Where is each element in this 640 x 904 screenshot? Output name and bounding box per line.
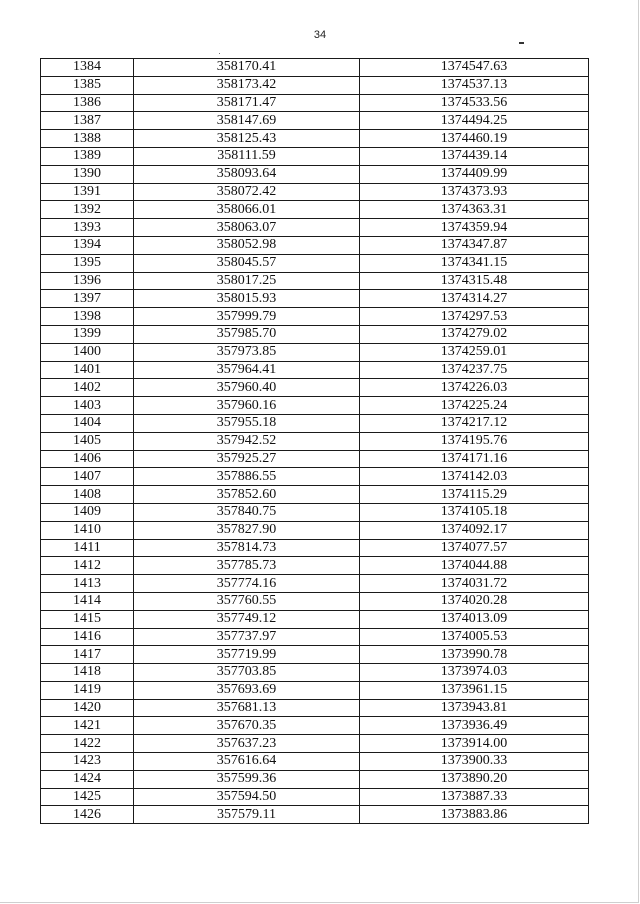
y-coordinate-cell: 1374077.57 (360, 539, 589, 557)
table-row (41, 183, 589, 201)
point-number-cell: 1419 (41, 681, 134, 699)
table-row (41, 201, 589, 219)
y-coordinate-cell: 1374031.72 (360, 575, 589, 593)
point-number-cell: 1403 (41, 397, 134, 415)
table-row (41, 557, 589, 575)
y-coordinate-cell: 1374171.16 (360, 450, 589, 468)
table-row (41, 788, 589, 806)
point-number-cell: 1399 (41, 325, 134, 343)
point-number-cell: 1397 (41, 290, 134, 308)
scan-mark (519, 42, 524, 44)
x-coordinate-cell: 357814.73 (134, 539, 360, 557)
y-coordinate-cell: 1374373.93 (360, 183, 589, 201)
x-coordinate-cell: 357827.90 (134, 521, 360, 539)
table-row (41, 486, 589, 504)
point-number-cell: 1387 (41, 112, 134, 130)
x-coordinate-cell: 357693.69 (134, 681, 360, 699)
point-number-cell: 1420 (41, 699, 134, 717)
y-coordinate-cell: 1374005.53 (360, 628, 589, 646)
y-coordinate-cell: 1374533.56 (360, 94, 589, 112)
x-coordinate-cell: 358171.47 (134, 94, 360, 112)
coordinates-table-body (41, 59, 589, 824)
point-number-cell: 1385 (41, 76, 134, 94)
y-coordinate-cell: 1374044.88 (360, 557, 589, 575)
y-coordinate-cell: 1374315.48 (360, 272, 589, 290)
y-coordinate-cell: 1374537.13 (360, 76, 589, 94)
point-number-cell: 1407 (41, 468, 134, 486)
y-coordinate-cell: 1374259.01 (360, 343, 589, 361)
y-coordinate-cell: 1374237.75 (360, 361, 589, 379)
point-number-cell: 1396 (41, 272, 134, 290)
point-number-cell: 1406 (41, 450, 134, 468)
y-coordinate-cell: 1374217.12 (360, 414, 589, 432)
x-coordinate-cell: 357964.41 (134, 361, 360, 379)
y-coordinate-cell: 1373900.33 (360, 753, 589, 771)
x-coordinate-cell: 357840.75 (134, 503, 360, 521)
table-row (41, 219, 589, 237)
point-number-cell: 1384 (41, 59, 134, 77)
y-coordinate-cell: 1373914.00 (360, 735, 589, 753)
x-coordinate-cell: 357703.85 (134, 664, 360, 682)
table-row (41, 325, 589, 343)
table-row (41, 112, 589, 130)
x-coordinate-cell: 358015.93 (134, 290, 360, 308)
table-row (41, 343, 589, 361)
table-row (41, 770, 589, 788)
y-coordinate-cell: 1374020.28 (360, 592, 589, 610)
table-row (41, 699, 589, 717)
x-coordinate-cell: 357737.97 (134, 628, 360, 646)
table-row (41, 628, 589, 646)
point-number-cell: 1393 (41, 219, 134, 237)
point-number-cell: 1395 (41, 254, 134, 272)
point-number-cell: 1401 (41, 361, 134, 379)
y-coordinate-cell: 1374105.18 (360, 503, 589, 521)
x-coordinate-cell: 357616.64 (134, 753, 360, 771)
table-row (41, 610, 589, 628)
table-row (41, 539, 589, 557)
point-number-cell: 1410 (41, 521, 134, 539)
table-row (41, 753, 589, 771)
x-coordinate-cell: 357670.35 (134, 717, 360, 735)
table-row (41, 806, 589, 824)
y-coordinate-cell: 1374359.94 (360, 219, 589, 237)
y-coordinate-cell: 1374225.24 (360, 397, 589, 415)
point-number-cell: 1413 (41, 575, 134, 593)
point-number-cell: 1405 (41, 432, 134, 450)
table-row (41, 76, 589, 94)
point-number-cell: 1404 (41, 414, 134, 432)
x-coordinate-cell: 357942.52 (134, 432, 360, 450)
point-number-cell: 1394 (41, 236, 134, 254)
table-row (41, 681, 589, 699)
x-coordinate-cell: 357599.36 (134, 770, 360, 788)
table-row (41, 592, 589, 610)
table-row (41, 308, 589, 326)
table-row (41, 397, 589, 415)
y-coordinate-cell: 1373990.78 (360, 646, 589, 664)
table-row (41, 272, 589, 290)
table-row (41, 130, 589, 148)
point-number-cell: 1417 (41, 646, 134, 664)
table-row (41, 432, 589, 450)
table-row (41, 236, 589, 254)
table-row (41, 59, 589, 77)
page-number: 34 (313, 29, 327, 41)
point-number-cell: 1412 (41, 557, 134, 575)
table-row (41, 165, 589, 183)
y-coordinate-cell: 1374142.03 (360, 468, 589, 486)
y-coordinate-cell: 1374439.14 (360, 147, 589, 165)
scan-speck (219, 53, 220, 54)
y-coordinate-cell: 1374195.76 (360, 432, 589, 450)
y-coordinate-cell: 1374297.53 (360, 308, 589, 326)
x-coordinate-cell: 358125.43 (134, 130, 360, 148)
y-coordinate-cell: 1374013.09 (360, 610, 589, 628)
y-coordinate-cell: 1374341.15 (360, 254, 589, 272)
point-number-cell: 1392 (41, 201, 134, 219)
y-coordinate-cell: 1373890.20 (360, 770, 589, 788)
x-coordinate-cell: 358111.59 (134, 147, 360, 165)
y-coordinate-cell: 1374494.25 (360, 112, 589, 130)
table-row (41, 379, 589, 397)
y-coordinate-cell: 1374115.29 (360, 486, 589, 504)
table-row (41, 450, 589, 468)
x-coordinate-cell: 357760.55 (134, 592, 360, 610)
point-number-cell: 1416 (41, 628, 134, 646)
x-coordinate-cell: 358072.42 (134, 183, 360, 201)
table-row (41, 147, 589, 165)
y-coordinate-cell: 1373961.15 (360, 681, 589, 699)
table-row (41, 521, 589, 539)
table-row (41, 468, 589, 486)
x-coordinate-cell: 358063.07 (134, 219, 360, 237)
y-coordinate-cell: 1374226.03 (360, 379, 589, 397)
point-number-cell: 1411 (41, 539, 134, 557)
x-coordinate-cell: 357960.16 (134, 397, 360, 415)
point-number-cell: 1400 (41, 343, 134, 361)
point-number-cell: 1415 (41, 610, 134, 628)
x-coordinate-cell: 357637.23 (134, 735, 360, 753)
point-number-cell: 1402 (41, 379, 134, 397)
y-coordinate-cell: 1374409.99 (360, 165, 589, 183)
point-number-cell: 1425 (41, 788, 134, 806)
y-coordinate-cell: 1373887.33 (360, 788, 589, 806)
x-coordinate-cell: 357985.70 (134, 325, 360, 343)
x-coordinate-cell: 357681.13 (134, 699, 360, 717)
table-row (41, 254, 589, 272)
x-coordinate-cell: 357594.50 (134, 788, 360, 806)
y-coordinate-cell: 1373883.86 (360, 806, 589, 824)
table-row (41, 735, 589, 753)
table-row (41, 361, 589, 379)
point-number-cell: 1426 (41, 806, 134, 824)
point-number-cell: 1421 (41, 717, 134, 735)
point-number-cell: 1418 (41, 664, 134, 682)
table-row (41, 503, 589, 521)
point-number-cell: 1408 (41, 486, 134, 504)
point-number-cell: 1409 (41, 503, 134, 521)
x-coordinate-cell: 358017.25 (134, 272, 360, 290)
point-number-cell: 1390 (41, 165, 134, 183)
y-coordinate-cell: 1373936.49 (360, 717, 589, 735)
point-number-cell: 1388 (41, 130, 134, 148)
x-coordinate-cell: 357774.16 (134, 575, 360, 593)
point-number-cell: 1389 (41, 147, 134, 165)
y-coordinate-cell: 1374314.27 (360, 290, 589, 308)
x-coordinate-cell: 357749.12 (134, 610, 360, 628)
y-coordinate-cell: 1374347.87 (360, 236, 589, 254)
y-coordinate-cell: 1374547.63 (360, 59, 589, 77)
x-coordinate-cell: 357785.73 (134, 557, 360, 575)
x-coordinate-cell: 357852.60 (134, 486, 360, 504)
table-row (41, 646, 589, 664)
table-row (41, 664, 589, 682)
x-coordinate-cell: 358066.01 (134, 201, 360, 219)
x-coordinate-cell: 358170.41 (134, 59, 360, 77)
x-coordinate-cell: 357925.27 (134, 450, 360, 468)
coordinates-table (40, 58, 589, 824)
table-row (41, 290, 589, 308)
y-coordinate-cell: 1373943.81 (360, 699, 589, 717)
point-number-cell: 1422 (41, 735, 134, 753)
x-coordinate-cell: 358147.69 (134, 112, 360, 130)
point-number-cell: 1391 (41, 183, 134, 201)
x-coordinate-cell: 357579.11 (134, 806, 360, 824)
x-coordinate-cell: 357719.99 (134, 646, 360, 664)
y-coordinate-cell: 1374363.31 (360, 201, 589, 219)
table-row (41, 575, 589, 593)
table-row (41, 414, 589, 432)
x-coordinate-cell: 357960.40 (134, 379, 360, 397)
y-coordinate-cell: 1373974.03 (360, 664, 589, 682)
x-coordinate-cell: 357999.79 (134, 308, 360, 326)
x-coordinate-cell: 357955.18 (134, 414, 360, 432)
y-coordinate-cell: 1374092.17 (360, 521, 589, 539)
point-number-cell: 1424 (41, 770, 134, 788)
point-number-cell: 1414 (41, 592, 134, 610)
point-number-cell: 1386 (41, 94, 134, 112)
table-row (41, 94, 589, 112)
table-row (41, 717, 589, 735)
x-coordinate-cell: 358093.64 (134, 165, 360, 183)
x-coordinate-cell: 357886.55 (134, 468, 360, 486)
x-coordinate-cell: 358045.57 (134, 254, 360, 272)
x-coordinate-cell: 357973.85 (134, 343, 360, 361)
y-coordinate-cell: 1374460.19 (360, 130, 589, 148)
point-number-cell: 1398 (41, 308, 134, 326)
point-number-cell: 1423 (41, 753, 134, 771)
x-coordinate-cell: 358173.42 (134, 76, 360, 94)
x-coordinate-cell: 358052.98 (134, 236, 360, 254)
y-coordinate-cell: 1374279.02 (360, 325, 589, 343)
